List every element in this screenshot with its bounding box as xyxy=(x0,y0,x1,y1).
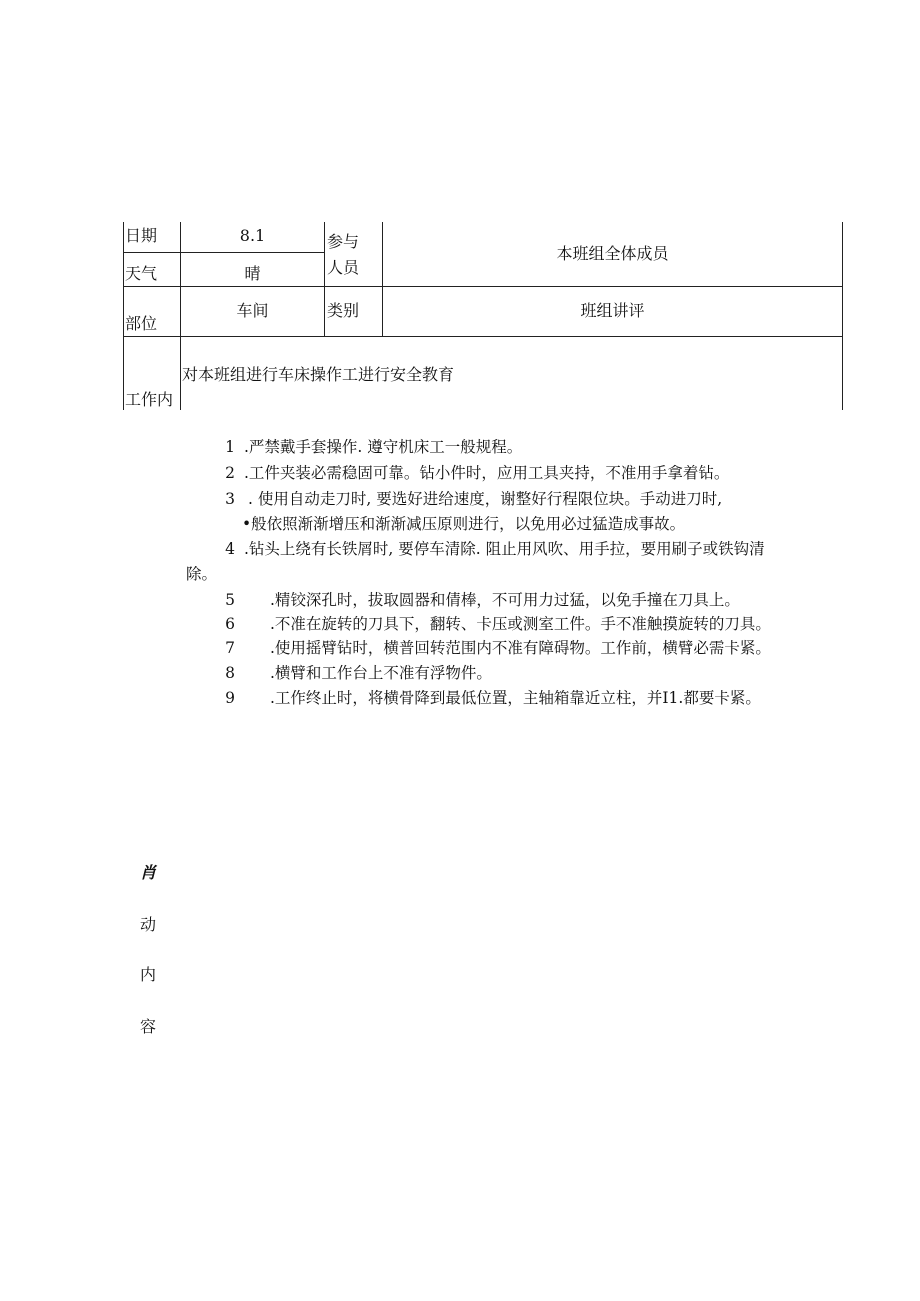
date-label: 日期 xyxy=(125,226,158,245)
weather-label: 天气 xyxy=(125,264,158,283)
date-value: 8.1 xyxy=(239,226,266,245)
participants-label-2: 人员 xyxy=(327,258,360,277)
category-value: 班组讲评 xyxy=(580,301,645,320)
participants-value: 本班组全体成员 xyxy=(556,244,669,263)
table-divider-2 xyxy=(324,222,325,337)
weather-value: 晴 xyxy=(244,264,261,283)
table-row-line-1 xyxy=(123,252,324,253)
side-label: 容 xyxy=(140,1017,157,1036)
dept-value: 车间 xyxy=(236,301,269,320)
category-label: 类别 xyxy=(327,301,360,320)
table-row-line-2 xyxy=(123,286,843,287)
side-label: 肖 xyxy=(140,863,157,882)
table-row-line-3 xyxy=(123,336,843,337)
table-border-right xyxy=(842,222,843,410)
work-label: 工作内 xyxy=(125,390,174,409)
dept-label: 部位 xyxy=(125,314,158,333)
side-label: 内 xyxy=(140,965,157,984)
table-border-left xyxy=(123,222,124,410)
side-label: 动 xyxy=(140,915,157,934)
participants-label-1: 参与 xyxy=(327,232,360,251)
work-value: 对本班组进行车床操作工进行安全教育 xyxy=(182,365,455,384)
